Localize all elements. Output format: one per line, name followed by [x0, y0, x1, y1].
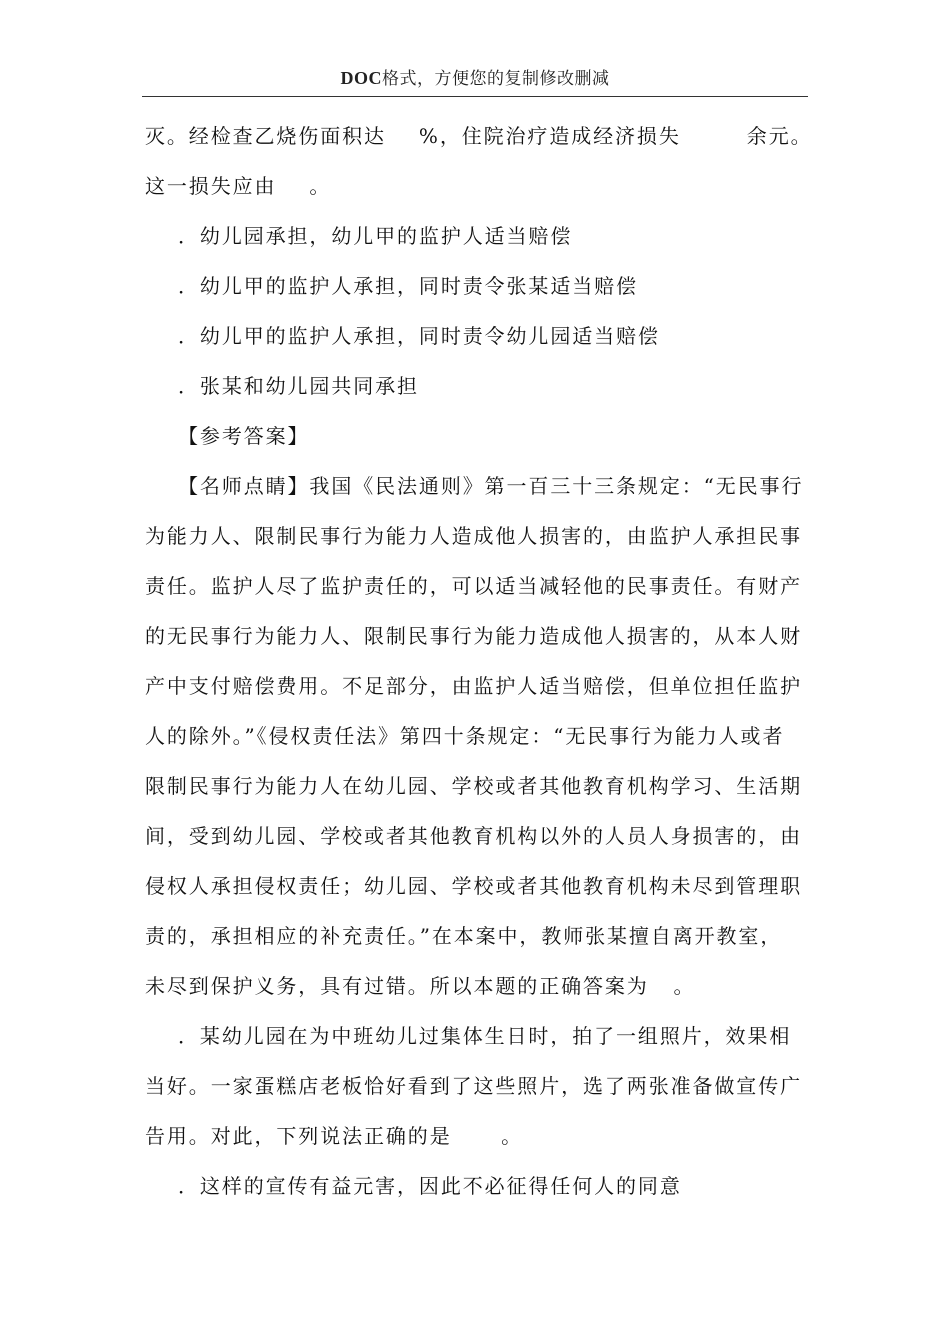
- text-line: 当好。一家蛋糕店老板恰好看到了这些照片，选了两张准备做宣传广: [145, 1074, 802, 1098]
- text-line: 【名师点睛】我国《民法通则》第一百三十三条规定：“无民事行: [145, 474, 804, 498]
- option-line: ．幼儿园承担，幼儿甲的监护人适当赔偿: [145, 224, 573, 248]
- header-rule: [142, 96, 808, 97]
- text-line: ．某幼儿园在为中班幼儿过集体生日时，拍了一组照片，效果相: [145, 1024, 792, 1048]
- header-doc-label: DOC: [340, 68, 382, 88]
- page-header: [0, 64, 950, 89]
- option-line: ．幼儿甲的监护人承担，同时责令张某适当赔偿: [145, 274, 638, 298]
- text-line: 为能力人、限制民事行为能力人造成他人损害的，由监护人承担民事: [145, 524, 802, 548]
- text-line: 灭。经检查乙烧伤面积达 %，住院治疗造成经济损失 余元。: [145, 124, 813, 148]
- text-line: 未尽到保护义务，具有过错。所以本题的正确答案为 。: [145, 974, 696, 998]
- text-line: 责任。监护人尽了监护责任的，可以适当减轻他的民事责任。有财产: [145, 574, 802, 598]
- text-line: 产中支付赔偿费用。不足部分，由监护人适当赔偿，但单位担任监护: [145, 674, 802, 698]
- option-line: ．幼儿甲的监护人承担，同时责令幼儿园适当赔偿: [145, 324, 660, 348]
- option-line: ．张某和幼儿园共同承担: [145, 374, 419, 398]
- text-line: 责的，承担相应的补充责任。”在本案中，教师张某擅自离开教室，: [145, 924, 783, 948]
- text-line: 侵权人承担侵权责任；幼儿园、学校或者其他教育机构未尽到管理职: [145, 874, 802, 898]
- text-line: 间，受到幼儿园、学校或者其他教育机构以外的人员人身损害的，由: [145, 824, 802, 848]
- text-line: 限制民事行为能力人在幼儿园、学校或者其他教育机构学习、生活期: [145, 774, 802, 798]
- text-line: 告用。对此，下列说法正确的是 。: [145, 1124, 524, 1148]
- text-line: 人的除外。”《侵权责任法》第四十条规定：“无民事行为能力人或者: [145, 724, 785, 748]
- text-line: 这一损失应由 。: [145, 174, 332, 198]
- option-line: ．这样的宣传有益元害，因此不必征得任何人的同意: [145, 1174, 682, 1198]
- header-text: 格式，方便您的复制修改删减: [382, 69, 610, 89]
- text-line: 的无民事行为能力人、限制民事行为能力造成他人损害的，从本人财: [145, 624, 802, 648]
- answer-heading: 【参考答案】: [145, 424, 310, 448]
